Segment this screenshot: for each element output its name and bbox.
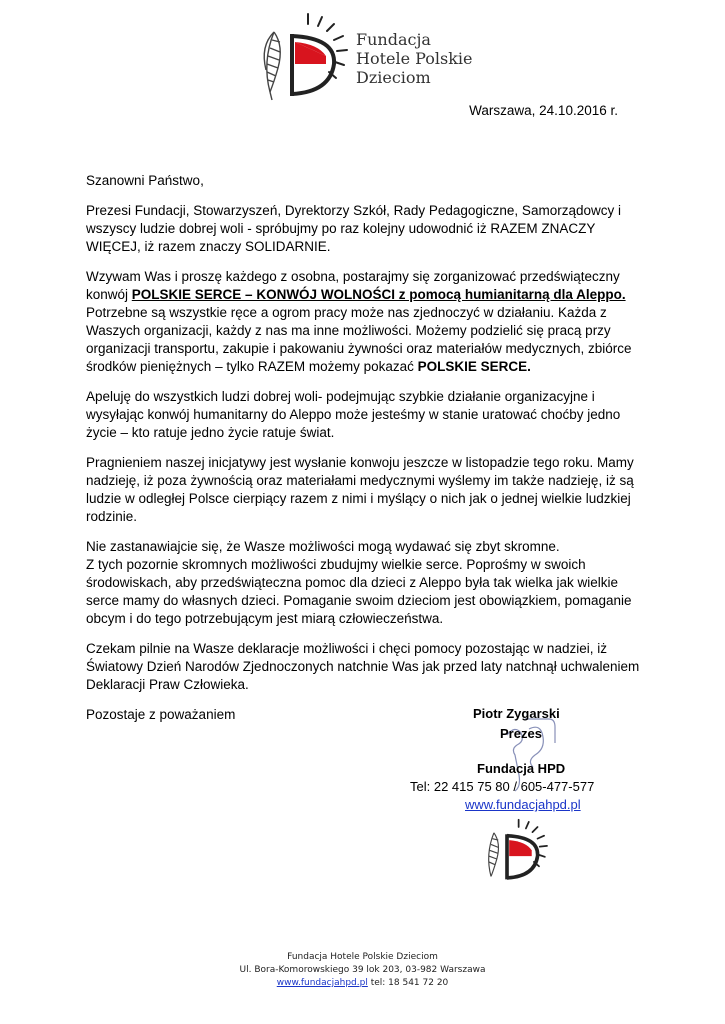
footer-website-link[interactable]: www.fundacjahpd.pl	[276, 978, 368, 988]
foundation-name-line: Hotele Polskie	[356, 49, 473, 68]
paragraph-text: Potrzebne są wszystkie ręce a ogrom pracy może nas zjednoczyć w działaniu. Każda z Waszych organizacji, każdy z nas ma inne możliwości. Możemy podzielić się pracą przy organizacji transportu, zakupie i pakowaniu żywności oraz materiałów medycznych, zbiórce środków pieniężnych – tylko RAZEM możemy pokazać	[86, 305, 632, 374]
paragraph: Prezesi Fundacji, Stowarzyszeń, Dyrektorzy Szkół, Rady Pedagogiczne, Samorządowcy i wszyscy ludzie dobrej woli - spróbujmy po raz kolejny udowodnić iż RAZEM ZNACZY WIĘCEJ, iż razem znaczy SOLIDARNIE.	[86, 203, 621, 254]
footer-contact	[0, 977, 725, 990]
signer-organization: Fundacja HPD	[477, 761, 566, 776]
foundation-name-line: Fundacja	[356, 30, 431, 49]
signer-name: Piotr Zygarski	[473, 706, 560, 721]
paragraph: Czekam pilnie na Wasze deklaracje możliwości i chęci pomocy pozostając w nadziei, iż Światowy Dzień Narodów Zjednoczonych natchnie Was jak przed laty natchnął uchwaleniem Deklaracji Praw Człowieka.	[86, 641, 640, 692]
foundation-logo-small	[475, 818, 555, 884]
paragraph	[86, 268, 646, 376]
foundation-logo	[248, 12, 358, 102]
paragraph-text: Wzywam Was i proszę każdego z osobna, postarajmy się zorganizować przedświąteczny konwój	[86, 269, 620, 302]
signer-role: Prezes	[500, 726, 542, 741]
foundation-name	[356, 30, 473, 87]
paragraph: Apeluję do wszystkich ludzi dobrej woli- podejmując szybkie działanie organizacyjne i wysyłając konwój humanitarny do Aleppo może jesteśmy w stanie uratować choćby jedno życie – kto ratuje jedno życie ratuje świat.	[86, 389, 621, 440]
greeting: Szanowni Państwo,	[86, 173, 204, 188]
convoy-name: POLSKIE SERCE – KONWÓJ WOLNOŚCI z pomocą humianitarną dla Aleppo.	[131, 287, 626, 302]
letter-body	[86, 172, 646, 736]
signer-phone: Tel: 22 415 75 80 / 605-477-577	[410, 779, 595, 794]
page-footer	[0, 951, 725, 990]
paragraph	[86, 538, 646, 628]
letter-date: Warszawa, 24.10.2016 r.	[469, 103, 618, 118]
closing: Pozostaje z poważaniem	[86, 707, 236, 722]
paragraph-text: Z tych pozornie skromnych możliwości zbudujmy wielkie serce. Poprośmy w swoich środowiskach, aby przedświąteczna pomoc dla dzieci z Aleppo była tak wielka jak wielkie serce mamy do własnych dzieci. Pomaganie swoim dzieciom jest obowiązkiem, pomaganie obcym i do tego potrzebującym jest miarą człowieczeństwa.	[86, 557, 632, 626]
website-link[interactable]: www.fundacjahpd.pl	[465, 797, 581, 812]
paragraph-text: Nie zastanawiajcie się, że Wasze możliwości mogą wydawać się zbyt skromne.	[86, 539, 560, 554]
emphasis-text: POLSKIE SERCE.	[417, 359, 531, 374]
footer-phone: tel: 18 541 72 20	[367, 978, 449, 988]
foundation-name-line: Dzieciom	[356, 68, 431, 87]
footer-org: Fundacja Hotele Polskie Dzieciom	[287, 952, 438, 962]
paragraph: Pragnieniem naszej inicjatywy jest wysłanie konwoju jeszcze w listopadzie tego roku. Mamy nadzieję, iż poza żywnością oraz materiałami medycznymi wyślemy im także nadzieję, iż są ludzie w odległej Polsce cierpiący razem z nimi i myślący o nich jak o jednej wielkie ludzkiej rodzinie.	[86, 455, 634, 524]
footer-address: Ul. Bora-Komorowskiego 39 lok 203, 03-982 Warszawa	[239, 965, 486, 975]
